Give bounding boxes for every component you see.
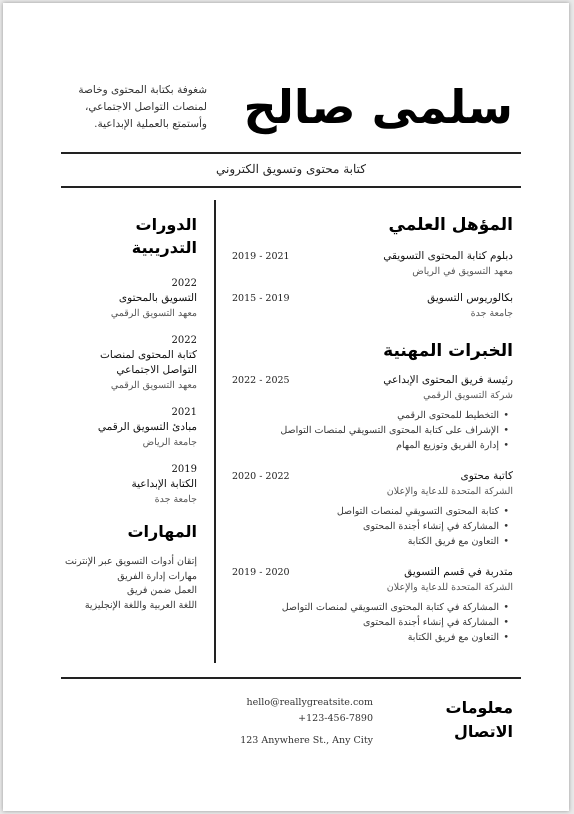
experience-bullets xyxy=(232,600,513,645)
bullet-item: • المشاركة في كتابة المحتوى التسويقي لمنصات التواصل xyxy=(232,600,509,615)
divider-top xyxy=(61,152,521,154)
education-dates: 2019 - 2021 xyxy=(232,251,290,262)
experience-dates: 2022 - 2025 xyxy=(232,375,290,386)
bullet-item: • التخطيط للمحتوى الرقمي xyxy=(232,408,509,423)
course-name: التسويق بالمحتوى xyxy=(118,292,197,304)
courses-list xyxy=(79,277,197,507)
skills-heading: المهارات xyxy=(127,522,197,541)
bullet-item: • كتابة المحتوى التسويقي لمنصات التواصل xyxy=(232,504,509,519)
column-divider xyxy=(214,200,216,663)
bullet-item: • التعاون مع فريق الكتابة xyxy=(232,630,509,645)
course-institution: معهد التسويق الرقمي xyxy=(110,308,197,319)
education-institution: معهد التسويق في الرياض xyxy=(412,266,513,277)
experience-bullets xyxy=(232,504,513,549)
course-item xyxy=(79,334,197,393)
experience-company: الشركة المتحدة للدعاية والإعلان xyxy=(386,582,513,593)
experience-bullets xyxy=(232,408,513,453)
course-year: 2022 xyxy=(171,335,197,346)
course-name: الكتابة الإبداعية xyxy=(131,478,197,490)
bullet-item: • إدارة الفريق وتوزيع المهام xyxy=(232,438,509,453)
education-list xyxy=(232,249,513,333)
course-item xyxy=(79,463,197,507)
courses-heading: الدورات التدريبية xyxy=(131,215,197,257)
experience-item xyxy=(232,565,513,645)
education-institution: جامعة جدة xyxy=(470,308,513,319)
education-item xyxy=(232,249,513,291)
education-dates: 2015 - 2019 xyxy=(232,293,290,304)
education-degree: دبلوم كتابة المحتوى التسويقي xyxy=(383,250,513,262)
course-institution: جامعة جدة xyxy=(154,494,197,505)
tagline: شغوفة بكتابة المحتوى وخاصة لمنصات التواصل الاجتماعي، وأستمتع بالعملية الإبداعية. xyxy=(78,84,207,130)
course-item xyxy=(79,277,197,321)
experience-dates: 2020 - 2022 xyxy=(232,471,290,482)
course-year: 2019 xyxy=(171,464,197,475)
experience-company: الشركة المتحدة للدعاية والإعلان xyxy=(386,486,513,497)
job-title: كتابة محتوى وتسويق الكتروني xyxy=(216,162,366,176)
contact-email: hello@reallygreatsite.com xyxy=(246,697,373,708)
skills-list xyxy=(65,555,197,613)
divider-bottom xyxy=(61,677,521,679)
education-degree: بكالوريوس التسويق xyxy=(427,292,513,304)
skill-item: إتقان أدوات التسويق عبر الإنترنت xyxy=(65,556,197,567)
experience-role: رئيسة فريق المحتوى الإبداعي xyxy=(383,374,513,386)
contact-phone: +123-456-7890 xyxy=(298,713,373,724)
course-institution: معهد التسويق الرقمي xyxy=(110,380,197,391)
contact-address: 123 Anywhere St., Any City xyxy=(240,735,373,746)
person-name: سلمى صالح xyxy=(243,80,513,134)
divider-middle xyxy=(61,186,521,188)
contact-heading: معلومات الاتصال xyxy=(445,698,513,741)
bullet-item: • الإشراف على كتابة المحتوى التسويقي لمنصات التواصل xyxy=(232,423,509,438)
resume-page xyxy=(3,3,569,811)
education-item xyxy=(232,291,513,333)
bullet-item: • المشاركة في إنشاء أجندة المحتوى xyxy=(232,519,509,534)
side-column xyxy=(65,213,197,613)
experience-role: كاتبة محتوى xyxy=(460,470,513,482)
skill-item: العمل ضمن فريق xyxy=(127,585,197,596)
experience-company: شركة التسويق الرقمي xyxy=(423,390,513,401)
experience-item xyxy=(232,469,513,549)
main-column xyxy=(232,213,513,661)
education-heading: المؤهل العلمي xyxy=(388,215,513,235)
experience-heading: الخبرات المهنية xyxy=(383,341,513,361)
course-item xyxy=(79,406,197,450)
contact-details xyxy=(233,695,373,749)
course-year: 2021 xyxy=(171,407,197,418)
skill-item: اللغة العربية واللغة الإنجليزية xyxy=(84,599,197,611)
experience-list xyxy=(232,373,513,645)
course-institution: جامعة الرياض xyxy=(142,437,197,448)
experience-role: متدربة في قسم التسويق xyxy=(404,566,513,578)
bullet-item: • التعاون مع فريق الكتابة xyxy=(232,534,509,549)
experience-item xyxy=(232,373,513,453)
course-year: 2022 xyxy=(171,278,197,289)
course-name: مبادئ التسويق الرقمي xyxy=(97,421,197,433)
experience-dates: 2019 - 2020 xyxy=(232,567,290,578)
course-name: كتابة المحتوى لمنصات التواصل الاجتماعي xyxy=(100,349,197,376)
bullet-item: • المشاركة في إنشاء أجندة المحتوى xyxy=(232,615,509,630)
skill-item: مهارات إدارة الفريق xyxy=(117,570,197,582)
